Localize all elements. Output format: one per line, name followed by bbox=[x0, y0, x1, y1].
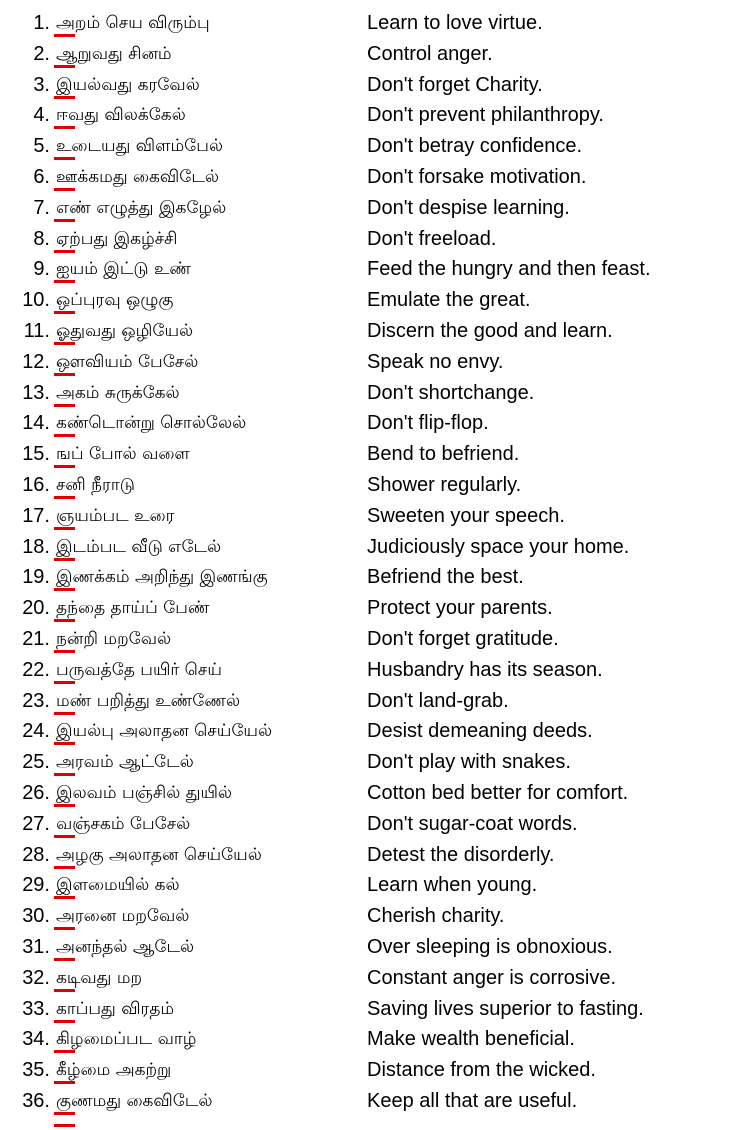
first-letter-underline bbox=[54, 404, 75, 407]
proverb-row bbox=[0, 254, 750, 285]
tamil-proverb: அகம் சுருக்கேல் bbox=[56, 382, 180, 403]
proverb-row bbox=[0, 686, 750, 717]
english-translation: Don't land-grab. bbox=[367, 689, 509, 712]
tamil-proverb: பருவத்தே பயிர் செய் bbox=[56, 659, 222, 680]
english-translation: Control anger. bbox=[367, 42, 493, 65]
tamil-proverb: இடம்பட வீடு எடேல் bbox=[56, 536, 222, 557]
proverb-row bbox=[0, 809, 750, 840]
proverb-row bbox=[0, 316, 750, 347]
row-number: 19. bbox=[22, 566, 50, 589]
row-number: 17. bbox=[22, 504, 50, 527]
first-letter-underline bbox=[54, 1050, 75, 1053]
tamil-proverb: வஞ்சகம் பேசேல் bbox=[56, 813, 191, 834]
row-number: 35. bbox=[22, 1059, 50, 1082]
tamil-proverb: கண்டொன்று சொல்லேல் bbox=[56, 413, 247, 434]
row-number: 12. bbox=[22, 350, 50, 373]
first-letter-underline bbox=[54, 1112, 75, 1115]
first-letter-underline bbox=[54, 157, 75, 160]
first-letter-underline bbox=[54, 96, 75, 99]
row-number: 3. bbox=[33, 73, 50, 96]
row-number: 29. bbox=[22, 874, 50, 897]
tamil-proverb: இணக்கம் அறிந்து இணங்கு bbox=[56, 567, 268, 588]
first-letter-underline bbox=[54, 250, 75, 253]
proverb-row bbox=[0, 716, 750, 747]
english-translation: Detest the disorderly. bbox=[367, 843, 555, 866]
row-number: 33. bbox=[22, 997, 50, 1020]
proverb-row bbox=[0, 655, 750, 686]
english-translation: Emulate the great. bbox=[367, 289, 531, 312]
english-translation: Saving lives superior to fasting. bbox=[367, 997, 644, 1020]
tamil-proverb: அனந்தல் ஆடேல் bbox=[56, 936, 195, 957]
english-translation: Don't forsake motivation. bbox=[367, 165, 587, 188]
english-translation: Protect your parents. bbox=[367, 597, 553, 620]
row-number: 2. bbox=[33, 42, 50, 65]
english-translation: Don't freeload. bbox=[367, 227, 497, 250]
row-number: 26. bbox=[22, 781, 50, 804]
english-translation: Make wealth beneficial. bbox=[367, 1028, 575, 1051]
proverb-row bbox=[0, 932, 750, 963]
row-number: 21. bbox=[22, 627, 50, 650]
english-translation: Bend to befriend. bbox=[367, 443, 520, 466]
proverb-row bbox=[0, 532, 750, 563]
row-number: 31. bbox=[22, 935, 50, 958]
english-translation: Distance from the wicked. bbox=[367, 1059, 596, 1082]
english-translation: Don't despise learning. bbox=[367, 196, 570, 219]
first-letter-underline bbox=[54, 650, 75, 653]
row-number: 8. bbox=[33, 227, 50, 250]
first-letter-underline bbox=[54, 558, 75, 561]
proverb-row bbox=[0, 1086, 750, 1117]
english-translation: Befriend the best. bbox=[367, 566, 524, 589]
tamil-proverb: கிழமைப்பட வாழ் bbox=[56, 1029, 197, 1050]
row-number: 13. bbox=[22, 381, 50, 404]
row-number: 14. bbox=[22, 412, 50, 435]
first-letter-underline bbox=[54, 1020, 75, 1023]
english-translation: Don't flip-flop. bbox=[367, 412, 489, 435]
tamil-proverb: கீழ்மை அகற்று bbox=[56, 1060, 172, 1081]
tamil-proverb: தந்தை தாய்ப் பேண் bbox=[56, 598, 210, 619]
tamil-proverb: இலவம் பஞ்சில் துயில் bbox=[56, 782, 233, 803]
english-translation: Cherish charity. bbox=[367, 905, 505, 928]
english-translation: Don't forget gratitude. bbox=[367, 627, 559, 650]
english-translation: Cotton bed better for comfort. bbox=[367, 781, 629, 804]
tamil-proverb: சனி நீராடு bbox=[56, 474, 135, 495]
row-number: 10. bbox=[22, 289, 50, 312]
proverb-row bbox=[0, 131, 750, 162]
tamil-proverb: குணமது கைவிடேல் bbox=[56, 1090, 213, 1111]
first-letter-underline bbox=[54, 896, 75, 899]
first-letter-underline bbox=[54, 280, 75, 283]
first-letter-underline bbox=[54, 373, 75, 376]
first-letter-underline bbox=[54, 1081, 75, 1084]
proverb-row bbox=[0, 593, 750, 624]
proverb-row bbox=[0, 1055, 750, 1086]
row-number: 4. bbox=[33, 104, 50, 127]
english-translation: Discern the good and learn. bbox=[367, 319, 613, 342]
row-number: 11. bbox=[23, 319, 50, 342]
english-translation: Learn to love virtue. bbox=[367, 12, 543, 34]
tamil-proverb: அழகு அலாதன செய்யேல் bbox=[56, 844, 262, 865]
row-number: 32. bbox=[22, 966, 50, 989]
proverb-row bbox=[0, 870, 750, 901]
first-letter-underline bbox=[54, 681, 75, 684]
tamil-proverb: இளமையில் கல் bbox=[56, 875, 180, 896]
first-letter-underline bbox=[54, 311, 75, 314]
english-translation: Don't sugar-coat words. bbox=[367, 812, 578, 835]
cut-off-row bbox=[0, 1118, 750, 1130]
first-letter-underline bbox=[54, 188, 75, 191]
first-letter-underline bbox=[54, 958, 75, 961]
proverb-row bbox=[0, 439, 750, 470]
row-number: 27. bbox=[22, 812, 50, 835]
first-letter-underline bbox=[54, 619, 75, 622]
proverb-row bbox=[0, 994, 750, 1025]
tamil-proverb: அரனை மறவேல் bbox=[56, 906, 190, 927]
first-letter-underline bbox=[54, 927, 75, 930]
english-translation: Don't shortchange. bbox=[367, 381, 535, 404]
proverb-row bbox=[0, 193, 750, 224]
row-number: 1. bbox=[33, 12, 50, 34]
english-translation: Learn when young. bbox=[367, 874, 538, 897]
tamil-proverb: காப்பது விரதம் bbox=[56, 998, 175, 1019]
tamil-proverb: ஏற்பது இகழ்ச்சி bbox=[56, 228, 178, 249]
tamil-proverb: ஙப் போல் வளை bbox=[56, 444, 190, 465]
proverb-row bbox=[0, 501, 750, 532]
english-translation: Keep all that are useful. bbox=[367, 1089, 578, 1112]
english-translation: Desist demeaning deeds. bbox=[367, 720, 593, 743]
tamil-proverb: கடிவது மற bbox=[56, 967, 143, 988]
first-letter-underline bbox=[54, 496, 75, 499]
english-translation: Over sleeping is obnoxious. bbox=[367, 935, 613, 958]
english-translation: Speak no envy. bbox=[367, 350, 504, 373]
tamil-proverb: ஞயம்பட உரை bbox=[56, 505, 175, 526]
proverb-row bbox=[0, 778, 750, 809]
row-number: 24. bbox=[22, 720, 50, 743]
tamil-proverb: ஊக்கமது கைவிடேல் bbox=[56, 166, 219, 187]
proverb-row bbox=[0, 1024, 750, 1055]
first-letter-underline bbox=[54, 34, 75, 37]
row-number: 9. bbox=[33, 258, 50, 281]
tamil-proverb: மண் பறித்து உண்ணேல் bbox=[56, 690, 241, 711]
row-number: 36. bbox=[22, 1089, 50, 1112]
english-translation: Don't forget Charity. bbox=[367, 73, 543, 96]
proverb-row bbox=[0, 8, 750, 39]
proverb-row bbox=[0, 562, 750, 593]
english-translation: Judiciously space your home. bbox=[367, 535, 630, 558]
first-letter-underline bbox=[54, 712, 75, 715]
row-number: 16. bbox=[22, 473, 50, 496]
tamil-proverb: ஆறுவது சினம் bbox=[56, 43, 172, 64]
row-number: 22. bbox=[22, 658, 50, 681]
proverb-row bbox=[0, 963, 750, 994]
first-letter-underline bbox=[54, 126, 75, 129]
first-letter-underline bbox=[54, 434, 75, 437]
english-translation: Sweeten your speech. bbox=[367, 504, 565, 527]
tamil-proverb: நன்றி மறவேல் bbox=[56, 628, 172, 649]
first-letter-underline bbox=[54, 866, 75, 869]
proverb-row bbox=[0, 624, 750, 655]
first-letter-underline bbox=[54, 835, 75, 838]
first-letter-underline bbox=[54, 65, 75, 68]
proverb-row bbox=[0, 224, 750, 255]
english-translation: Constant anger is corrosive. bbox=[367, 966, 617, 989]
tamil-proverb: இயல்பு அலாதன செய்யேல் bbox=[56, 721, 273, 742]
first-letter-underline bbox=[54, 1124, 75, 1127]
row-number: 34. bbox=[22, 1028, 50, 1051]
tamil-proverb: அறம் செய விரும்பு bbox=[56, 13, 210, 33]
proverb-row bbox=[0, 347, 750, 378]
tamil-proverb: ஔவியம் பேசேல் bbox=[56, 351, 199, 372]
tamil-proverb: ஈவது விலக்கேல் bbox=[56, 105, 186, 126]
proverb-row bbox=[0, 747, 750, 778]
first-letter-underline bbox=[54, 342, 75, 345]
tamil-proverb: ஒப்புரவு ஒழுகு bbox=[56, 290, 174, 311]
proverb-row bbox=[0, 470, 750, 501]
proverb-row bbox=[0, 408, 750, 439]
english-translation: Husbandry has its season. bbox=[367, 658, 603, 681]
proverb-row bbox=[0, 285, 750, 316]
row-number: 28. bbox=[22, 843, 50, 866]
first-letter-underline bbox=[54, 219, 75, 222]
row-number: 7. bbox=[33, 196, 50, 219]
tamil-proverb: ஐயம் இட்டு உண் bbox=[56, 259, 192, 280]
first-letter-underline bbox=[54, 773, 75, 776]
first-letter-underline bbox=[54, 527, 75, 530]
english-translation: Don't play with snakes. bbox=[367, 751, 571, 774]
row-number: 20. bbox=[22, 597, 50, 620]
first-letter-underline bbox=[54, 804, 75, 807]
tamil-proverb: உடையது விளம்பேல் bbox=[56, 136, 223, 157]
tamil-proverb: இயல்வது கரவேல் bbox=[56, 74, 200, 95]
proverb-row bbox=[0, 39, 750, 70]
first-letter-underline bbox=[54, 465, 75, 468]
proverb-row bbox=[0, 70, 750, 101]
first-letter-underline bbox=[54, 742, 75, 745]
first-letter-underline bbox=[54, 588, 75, 591]
first-letter-underline bbox=[54, 989, 75, 992]
tamil-proverb: ஓதுவது ஒழியேல் bbox=[56, 320, 194, 341]
proverb-row bbox=[0, 100, 750, 131]
row-number: 30. bbox=[22, 905, 50, 928]
proverb-row bbox=[0, 162, 750, 193]
row-number: 15. bbox=[22, 443, 50, 466]
proverb-list bbox=[0, 8, 750, 1117]
row-number: 6. bbox=[33, 165, 50, 188]
row-number: 23. bbox=[22, 689, 50, 712]
tamil-proverb: எண் எழுத்து இகழேல் bbox=[56, 197, 227, 218]
proverb-row bbox=[0, 901, 750, 932]
row-number: 25. bbox=[22, 751, 50, 774]
proverb-row bbox=[0, 840, 750, 871]
english-translation: Shower regularly. bbox=[367, 473, 522, 496]
english-translation: Don't prevent philanthropy. bbox=[367, 104, 604, 127]
row-number: 18. bbox=[22, 535, 50, 558]
english-translation: Feed the hungry and then feast. bbox=[367, 258, 651, 281]
proverb-row bbox=[0, 378, 750, 409]
row-number: 5. bbox=[33, 135, 50, 158]
tamil-proverb: அரவம் ஆட்டேல் bbox=[56, 752, 194, 773]
english-translation: Don't betray confidence. bbox=[367, 135, 583, 158]
